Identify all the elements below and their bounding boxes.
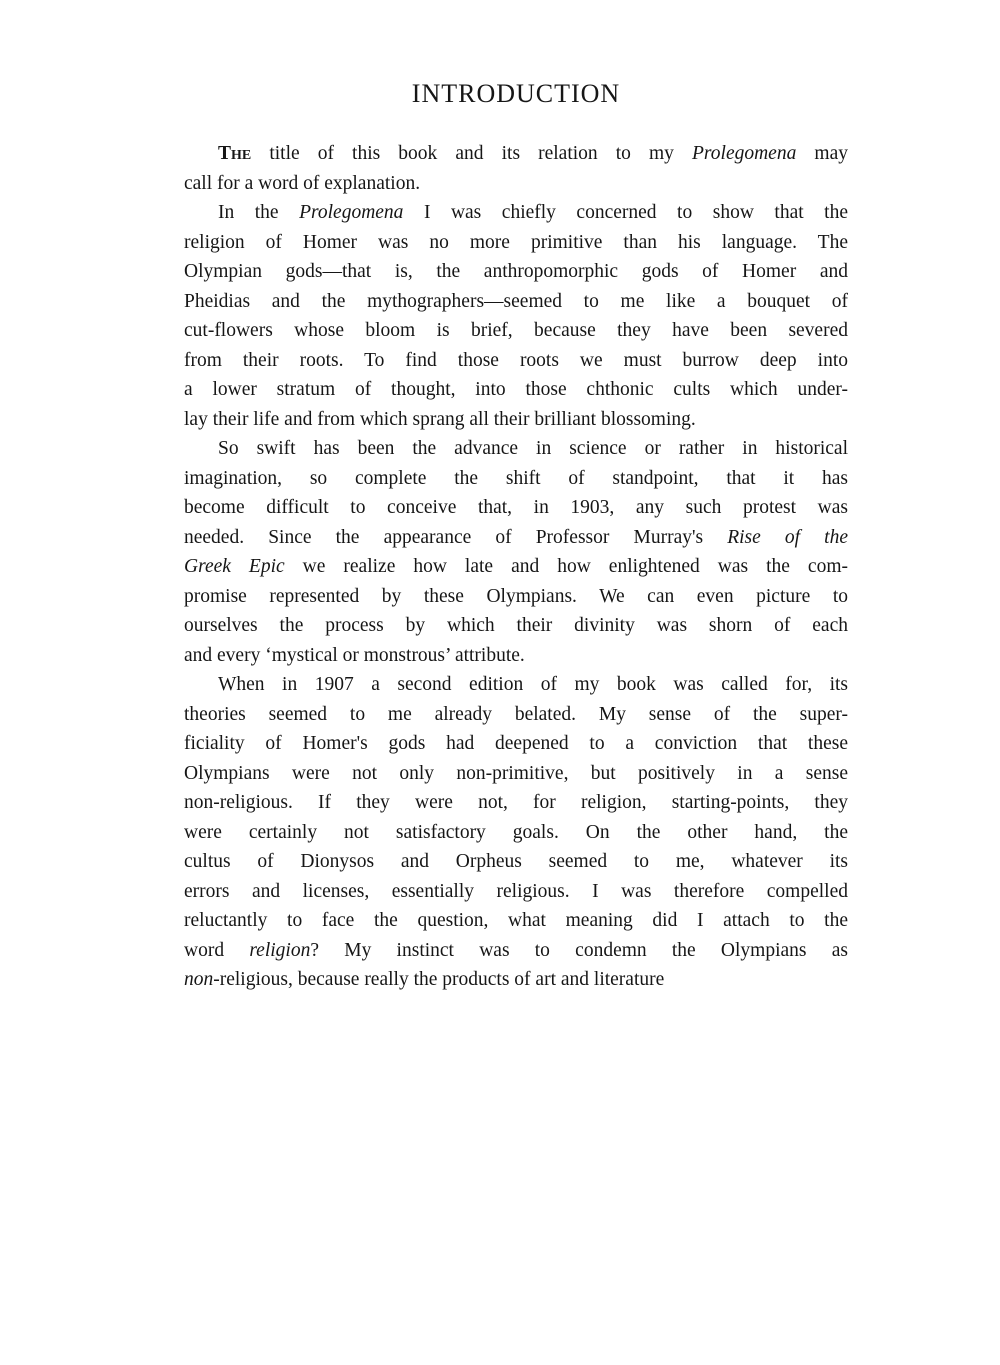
text-line bbox=[184, 169, 848, 199]
text-run: non-religious. If they were not, for religion, starting-points, they bbox=[184, 792, 848, 813]
text-run: religion of Homer was no more primitive than his language. The bbox=[184, 231, 848, 253]
text-line bbox=[184, 847, 848, 877]
text-run: Pheidias and the mythographers—seemed to me like a bouquet of bbox=[184, 290, 848, 312]
paragraph bbox=[184, 198, 848, 434]
text-run: ? My instinct was to condemn the Olympians as bbox=[310, 939, 848, 961]
text-line bbox=[184, 788, 848, 818]
italic-text: Prolegomena bbox=[299, 202, 404, 223]
italic-text: Rise of the bbox=[727, 526, 848, 548]
text-line bbox=[184, 611, 848, 641]
text-line bbox=[184, 641, 848, 671]
text-run: cut-flowers whose bloom is brief, because they have been severed bbox=[184, 320, 848, 341]
paragraph bbox=[184, 434, 848, 670]
text-line bbox=[184, 936, 848, 966]
text-run: ficiality of Homer's gods had deepened to a conviction that these bbox=[184, 733, 848, 754]
text-run: In the bbox=[218, 202, 300, 223]
text-run: imagination, so complete the shift of standpoint, that it has bbox=[184, 467, 848, 489]
text-run: from their roots. To find those roots we must burrow deep into bbox=[184, 349, 848, 371]
text-line bbox=[184, 346, 848, 376]
text-line bbox=[184, 464, 848, 494]
text-run: word bbox=[184, 939, 250, 961]
text-run: call for a word of explanation. bbox=[184, 172, 421, 194]
text-line bbox=[184, 877, 848, 907]
text-run: So swift has been the advance in science or rather in historical bbox=[218, 438, 848, 459]
text-line bbox=[184, 434, 848, 464]
italic-text: non bbox=[184, 969, 214, 990]
paragraph bbox=[184, 670, 848, 995]
text-run: theories seemed to me already belated. My sense of the super- bbox=[184, 703, 848, 725]
text-line bbox=[184, 493, 848, 523]
text-line bbox=[184, 552, 848, 582]
italic-text: Greek Epic bbox=[184, 556, 285, 577]
text-line bbox=[184, 375, 848, 405]
text-run: were certainly not satisfactory goals. On the other hand, the bbox=[184, 821, 848, 843]
text-run: title of this book and its relation to my bbox=[251, 143, 692, 164]
text-line bbox=[184, 906, 848, 936]
text-run: needed. Since the appearance of Professor Murray's bbox=[184, 526, 728, 548]
text-line bbox=[184, 759, 848, 789]
text-line bbox=[184, 198, 848, 228]
text-line bbox=[184, 670, 848, 700]
text-run: we realize how late and how enlightened was the com- bbox=[284, 556, 848, 577]
text-run: become difficult to conceive that, in 1903, any such protest was bbox=[184, 497, 848, 518]
text-run: cultus of Dionysos and Orpheus seemed to me, whatever its bbox=[184, 851, 848, 872]
text-line bbox=[184, 316, 848, 346]
text-line bbox=[184, 729, 848, 759]
text-line bbox=[184, 405, 848, 435]
text-line bbox=[184, 139, 848, 169]
text-run: When in 1907 a second edition of my book was called for, its bbox=[218, 674, 848, 695]
text-line bbox=[184, 257, 848, 287]
text-run: ourselves the process by which their divinity was shorn of each bbox=[184, 615, 848, 636]
text-line bbox=[184, 287, 848, 317]
text-run: -religious, because really the products of art and literature bbox=[213, 969, 665, 990]
text-run: promise represented by these Olympians. We can even picture to bbox=[184, 585, 848, 607]
text-line bbox=[184, 228, 848, 258]
text-run: I was chiefly concerned to show that the bbox=[403, 202, 848, 223]
italic-text: religion bbox=[249, 939, 311, 961]
body-text bbox=[184, 139, 848, 995]
text-run: a lower stratum of thought, into those chthonic cults which under- bbox=[184, 379, 848, 400]
italic-text: Prolegomena bbox=[692, 143, 797, 164]
text-run: Olympians were not only non-primitive, but positively in a sense bbox=[184, 762, 848, 784]
small-caps-text: The bbox=[218, 143, 252, 164]
text-line bbox=[184, 965, 848, 995]
text-line bbox=[184, 818, 848, 848]
chapter-heading: INTRODUCTION bbox=[411, 79, 621, 108]
text-run: lay their life and from which sprang all their brilliant blossoming. bbox=[184, 408, 696, 430]
text-run: may bbox=[796, 143, 848, 164]
text-line bbox=[184, 523, 848, 553]
text-run: and every ‘mystical or monstrous’ attribute. bbox=[184, 644, 525, 666]
text-run: errors and licenses, essentially religious. I was therefore compelled bbox=[184, 880, 848, 902]
text-run: reluctantly to face the question, what meaning did I attach to the bbox=[184, 910, 848, 931]
paragraph bbox=[184, 139, 848, 198]
text-run: Olympian gods—that is, the anthropomorphic gods of Homer and bbox=[184, 261, 848, 282]
text-line bbox=[184, 700, 848, 730]
text-line bbox=[184, 582, 848, 612]
